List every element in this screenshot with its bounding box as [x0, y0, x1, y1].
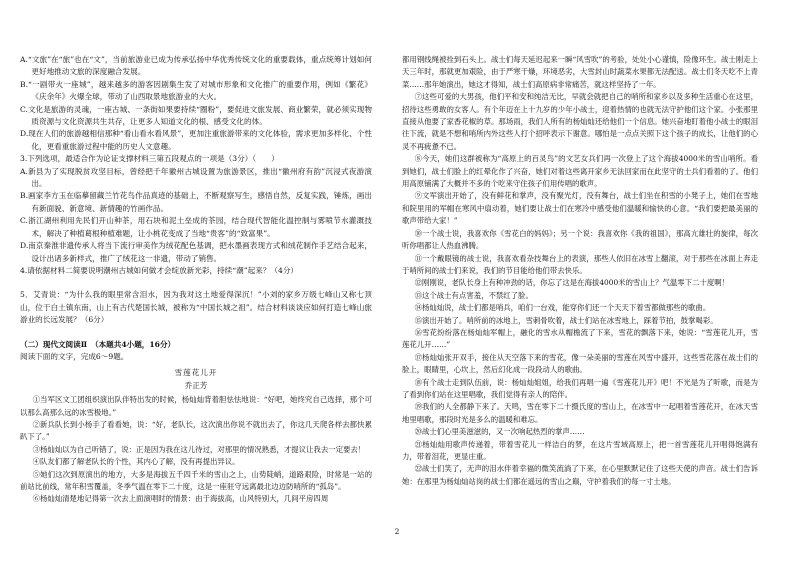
option-a: A.“文旅”在“旅”也在“文”，当前旅游业已成为传承弘扬中华优秀传统文化的重要载体，重点统筹计划如何更好地推动文旅的深度融合发展。 [20, 55, 372, 77]
story-paragraph: ⑳战士们心里美滋滋的，又一次响起热烈的掌声…… [414, 427, 585, 437]
story-paragraph: ⑨文军演出开始了，没有鲜花和掌声，没有聚光灯，没有舞台，战士们坐在积雪的小凳子上，她们在雪地和院里用的军帽在寒风中扇动着，她们要让战士们在寒冷中感受他们温暖和愉快的心意。“我们要把最美丽的歌声带给大家！” [402, 191, 758, 226]
left-column [20, 54, 372, 506]
story-paragraph: ⑭杨灿灿说，战士们都是哨兵，咱们一台戏，能穿你们还一个天天下着雪都做那些的歌曲。 [414, 303, 711, 313]
section-header: （二）现代文阅读Ⅱ （本题共4小题，16分） [20, 339, 176, 349]
q3-option-a: A.新县为了实现脱贫攻坚目标，曾经把千年徽州古城设置为旅游景区，推出“徽州府有韵”沉浸式夜游演出。 [20, 166, 372, 189]
story-paragraph: ⑰杨灿灿张开双手，接住从天空落下来的雪花，像一朵美丽的雪莲在风雪中盛开，这些雪花落在战士们的脸上，眼睛里，心坎上，然后幻化成一段段动人的歌曲。 [402, 352, 758, 375]
story-paragraph: ⑱有个战士走到队伍前，说：杨灿灿姐姐，给我们再唱一遍《雪莲花儿开》吧！不光是为了听歌，而是为了看到你们站在这里唱歌，我们觉得有亲人的陪伴。 [402, 377, 758, 399]
option-b: B.“一剧带火一座城”，越来越多的游客因剧集生发了对城市形象和文化推广的重要作用，例如《繁花》《庆余年》火爆全球，带动了山西取景地旅游业的大火。 [20, 79, 372, 102]
story-paragraph: ⑫刚刚说，老队长身上有种冲劲的话，你忘了这是在海拔4000米的雪山上？气温零下二十度啊！ [414, 278, 730, 288]
story-paragraph: ②新兵队长到小杨手了看看她，说：“好，老队长，这次演出你说不就出去了，你这几天爬各样去都快累趴下了。” [20, 419, 372, 442]
spacer [20, 327, 372, 339]
story-paragraph: ⑤她们这次到原演出的地方，大多是海拔五千四千米的雪山之上，山势陡峭，道路艰险，时常是一站的前站比前线，常年积雪覆盖，冬季气温在零下二十度，这是一座驻守远离最北边边防哨所的“孤岛”。 [20, 469, 372, 491]
story-paragraph: 都用钢线绳被拴到石头上。战士们每天延迟起来一瞬“风雪吹”的考验，处处小心谨慎，险像环生。战士刚走上天三年时，那就更加艰险，由于严寒干燥，环境恶劣，大雪封山时蔬菜水果都无法配送。战士们冬天吃不上青菜……那年她演出，她这才得知，战士们高原病非常痛苦，就这样坚持了一年。 [402, 55, 758, 89]
story-paragraph: ⑬这个战士有点害羞，不禁红了脸。 [414, 290, 533, 300]
story-paragraph: ③杨灿灿以为自己听错了，说：正是因为我在这儿待过，对那里的情况熟悉，才提议让我去一定要去！ [32, 444, 366, 454]
story-paragraph: ㉒战士们笑了，无声的泪水伴着幸福的微笑流淌了下来，在心里默默记住了这些天使的声音。战士们告诉她：在那里为杨灿灿站岗的战士们都在遥远的雪山之巅，守护着我们的每一寸土地。 [402, 464, 758, 486]
story-paragraph: ①当军区文工团组织演出队伴特出发的时候，杨灿灿背着胆怯怯地说：“好吧，她终究自己选择，那个可以那么高那么远的冰雪极地。” [20, 395, 372, 417]
story-paragraph: ⑥杨灿灿清楚地记得第一次去上面演唱时的情景：由于海拔高，山风特别大，几间平房四周 [32, 494, 329, 504]
instructions: 阅读下面的文字，完成6～9题。 [20, 351, 129, 361]
story-paragraph: ⑲我们的人全都静下来了。天鸣，雪在零下二十摄氏度的雪山上，在冰雪中一起唱着雪莲花开，在冰天雪地里唱歌，那段时光是多么的温暖和难忘。 [402, 402, 758, 424]
q3-option-d: D.南京秦淮非遗传承人将当下流行审美作为绒花配色基调，把水墨画表现方式和绒花制作手艺结合起来，设计出诸多新样式，推广了绒花这一非遗，带动了销售。 [20, 241, 372, 263]
option-c: C.文化是旅游的灵魂，一座古城、一条街如果要持续“圈粉”，要促进文旅发展、商业繁荣，就必须实现物质资源与文化资源共生共存，让更多人知道文化的根、感受文化的体。 [20, 104, 372, 127]
story-paragraph: ⑩一个战士说，我喜欢你《雪花白的妈妈》；另一个说：我喜欢你《我的祖国》，那高亢雄壮的旋律，每次听你唱都让人热血沸腾。 [402, 228, 758, 251]
story-paragraph: ⑯雪花纷纷落在杨灿灿军帽上，融化的雪水从帽檐流了下来，雪花的飘落下来，她说：“雪莲花儿开，雪莲花儿开……” [402, 327, 758, 350]
story-paragraph: ⑦这些可爱的大男孩，他们平和安和纯洁无比，早就会就把自己的哨所和家乡以及多种生活重心在这里，招待这些勇敢的女客人。有个年迈在上十九岁的少年小战士，迎着热情的也就无法守护他们这个家。小张那里直接从他要了家香花椒的草。那场雨，我们人所有的杨灿灿还给他们一个信息。她兴奋地盯着他小战士的眼泪往下流，就是不想和哨所内外这些人打个招呼表示下谢意。哪怕是一点点关照下这个孩子的成长，让他们的心灵不再疲惫不已。 [402, 92, 758, 151]
story-paragraph: ⑧今天，她们这群被称为“高原上的百灵鸟”的文艺女兵们再一次登上了这个海拔4000米的雪山哨所。看到她们，战士们脸上的红晕化作了兴奋，她们对着这些离开家乡无法回家而在此坚守的士兵们看着的了。他们用高原铺满了大概并不多的个吃来守住孩子们用传唱的歌声。 [402, 154, 758, 189]
q3-option-b: B.画家李方玉在临摹留藏兰竹花鸟作品真迹的基础上，不断观察写生，感悟自然，反复实践，锤炼，画出有新面貌、新意境、新情趣的竹画作品。 [20, 191, 372, 213]
story-paragraph: ⑪一个戴眼镜的战士说，我喜欢看杂技舞台上的表演，那些人依旧在冰雪上翻滚，对于那些在冰面上奔走于哨所间的战士们来说，我们的节目能给他们带去快乐。 [402, 253, 758, 275]
spacer [20, 277, 372, 289]
story-author: 乔正芳 [184, 380, 208, 390]
right-column [402, 54, 758, 488]
q3-option-c: C.浙江湖州利用先民们开山种茶，用石块和泥土垒成的茶园，结合现代智能化温控制与雾喷节水灌溉技术，解决了种植葛根种植难题，让小桃花变成了当地“贵客”的“致富果”。 [20, 216, 372, 238]
question-5: 5．艾青说：“为什么我的眼里常含泪水，因为我对这土地爱得深沉！”小刘的家乡万级七峰山又称七顶山，位于白土镇东南，山上有古代楚国长城，被称为“中国长城之祖”。结合材料谈谈应如何打造七峰山旅游业的长远发展？（6分） [20, 290, 372, 325]
option-d: D.现在人们的旅游越相信那种“看山看水看风景”，更加注重旅游带来的文化体验，需求更加多样化、个性化，更看重旅游过程中能的历史人文意趣。 [20, 129, 372, 151]
story-paragraph: ④队友们都了解老队长的个性，其内心了解，没有再提出异议。 [32, 457, 240, 467]
question-4: 4.请依据材料二简要说明潮州古城如何做才会绽放新光彩，持续“潮”起来？（4分） [20, 265, 299, 275]
story-paragraph: ㉑杨灿灿用歌声传递着，带着雪花儿一样洁白的梦，在这片雪域高原上，把一首雪莲花儿开唱得饱满有力，带着泪花，更显庄重。 [402, 439, 758, 461]
story-title: 雪莲花儿开 [174, 368, 218, 378]
story-paragraph: ⑮演出开始了。哨所前的冰地上，雪刺骨吹着，战士们站在冰雪地上，踩着节拍，鼓掌喝彩。 [414, 315, 718, 325]
page-number: 2 [394, 527, 400, 536]
question-3-stem: 3.下列选项，最适合作为论证支撑材料三第五段观点的一项是（3分）（ ） [20, 154, 279, 164]
